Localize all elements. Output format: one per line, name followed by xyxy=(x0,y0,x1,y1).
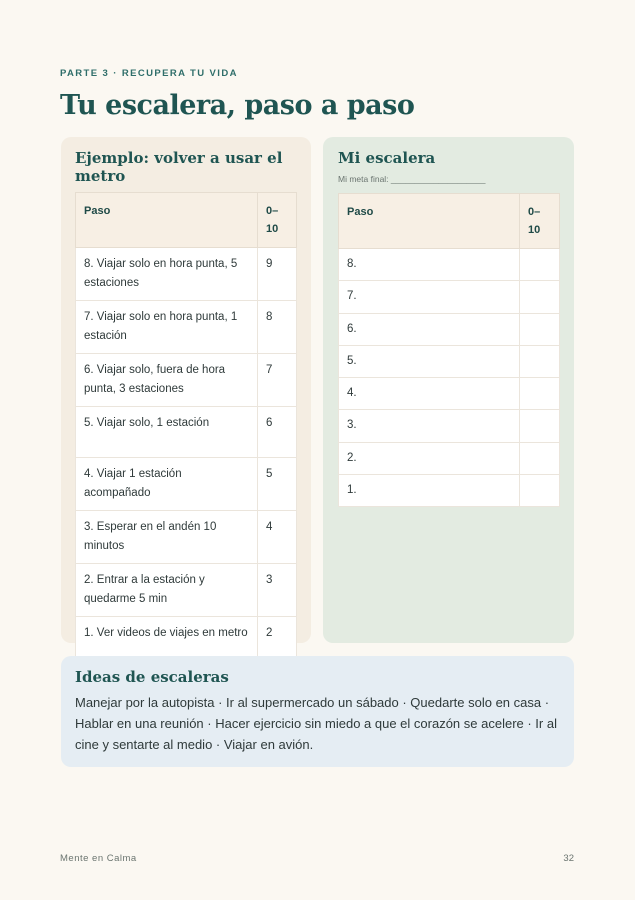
score-cell: 7 xyxy=(258,354,297,407)
table-row xyxy=(339,281,560,313)
table-header-row xyxy=(76,193,297,248)
score-cell[interactable] xyxy=(520,410,560,442)
table-row xyxy=(76,248,297,301)
table-row xyxy=(76,407,297,458)
column-header-step: Paso xyxy=(76,193,258,248)
my-ladder-table xyxy=(338,193,560,507)
footer-book-title: Mente en Calma xyxy=(60,853,137,864)
score-cell: 4 xyxy=(258,511,297,564)
score-cell: 6 xyxy=(258,407,297,458)
step-cell: 4. Viajar 1 estación acompañado xyxy=(76,458,258,511)
column-header-score: 0–10 xyxy=(258,193,297,248)
score-cell[interactable] xyxy=(520,313,560,345)
score-cell[interactable] xyxy=(520,442,560,474)
ladder-ideas-text: Manejar por la autopista · Ir al supermercado un sábado · Quedarte solo en casa · Hablar en una reunión · Hacer ejercicio sin miedo a que el corazón se acelere · Ir al cine y sentarte al medio · Viajar en avión. xyxy=(75,695,557,752)
score-cell[interactable] xyxy=(520,249,560,281)
step-cell[interactable]: 3. xyxy=(339,410,520,442)
final-goal-field[interactable]: Mi meta final: ____________________ xyxy=(338,174,486,184)
table-row xyxy=(76,458,297,511)
step-cell[interactable]: 8. xyxy=(339,249,520,281)
step-cell[interactable]: 5. xyxy=(339,345,520,377)
table-row xyxy=(339,410,560,442)
example-ladder-table xyxy=(75,192,297,668)
example-ladder-panel xyxy=(61,137,311,643)
table-row xyxy=(339,475,560,507)
step-cell: 8. Viajar solo en hora punta, 5 estaciones xyxy=(76,248,258,301)
step-cell: 7. Viajar solo en hora punta, 1 estación xyxy=(76,301,258,354)
table-row xyxy=(76,301,297,354)
ladder-ideas-title: Ideas de escaleras xyxy=(75,668,229,686)
table-row xyxy=(76,564,297,617)
table-row xyxy=(339,313,560,345)
score-cell: 9 xyxy=(258,248,297,301)
table-row xyxy=(339,442,560,474)
score-cell[interactable] xyxy=(520,378,560,410)
step-cell: 1. Ver videos de viajes en metro xyxy=(76,617,258,668)
page-number: 32 xyxy=(563,853,574,864)
example-ladder-title: Ejemplo: volver a usar el metro xyxy=(75,149,283,185)
step-cell: 3. Esperar en el andén 10 minutos xyxy=(76,511,258,564)
table-header-row xyxy=(339,194,560,249)
table-row xyxy=(339,345,560,377)
my-ladder-title: Mi escalera xyxy=(338,149,436,167)
ladder-ideas-box xyxy=(61,656,574,767)
step-cell[interactable]: 4. xyxy=(339,378,520,410)
step-cell[interactable]: 6. xyxy=(339,313,520,345)
score-cell: 5 xyxy=(258,458,297,511)
step-cell: 6. Viajar solo, fuera de hora punta, 3 estaciones xyxy=(76,354,258,407)
step-cell[interactable]: 1. xyxy=(339,475,520,507)
score-cell: 3 xyxy=(258,564,297,617)
my-ladder-panel xyxy=(323,137,574,643)
score-cell: 8 xyxy=(258,301,297,354)
table-row xyxy=(76,354,297,407)
column-header-step: Paso xyxy=(339,194,520,249)
score-cell[interactable] xyxy=(520,475,560,507)
step-cell[interactable]: 7. xyxy=(339,281,520,313)
column-header-score: 0–10 xyxy=(520,194,560,249)
step-cell: 2. Entrar a la estación y quedarme 5 min xyxy=(76,564,258,617)
step-cell: 5. Viajar solo, 1 estación xyxy=(76,407,258,458)
table-row xyxy=(339,378,560,410)
section-kicker: PARTE 3 · RECUPERA TU VIDA xyxy=(60,68,238,79)
step-cell[interactable]: 2. xyxy=(339,442,520,474)
score-cell[interactable] xyxy=(520,281,560,313)
table-row xyxy=(339,249,560,281)
score-cell[interactable] xyxy=(520,345,560,377)
page-title: Tu escalera, paso a paso xyxy=(60,90,415,121)
score-cell: 2 xyxy=(258,617,297,668)
table-row xyxy=(76,511,297,564)
